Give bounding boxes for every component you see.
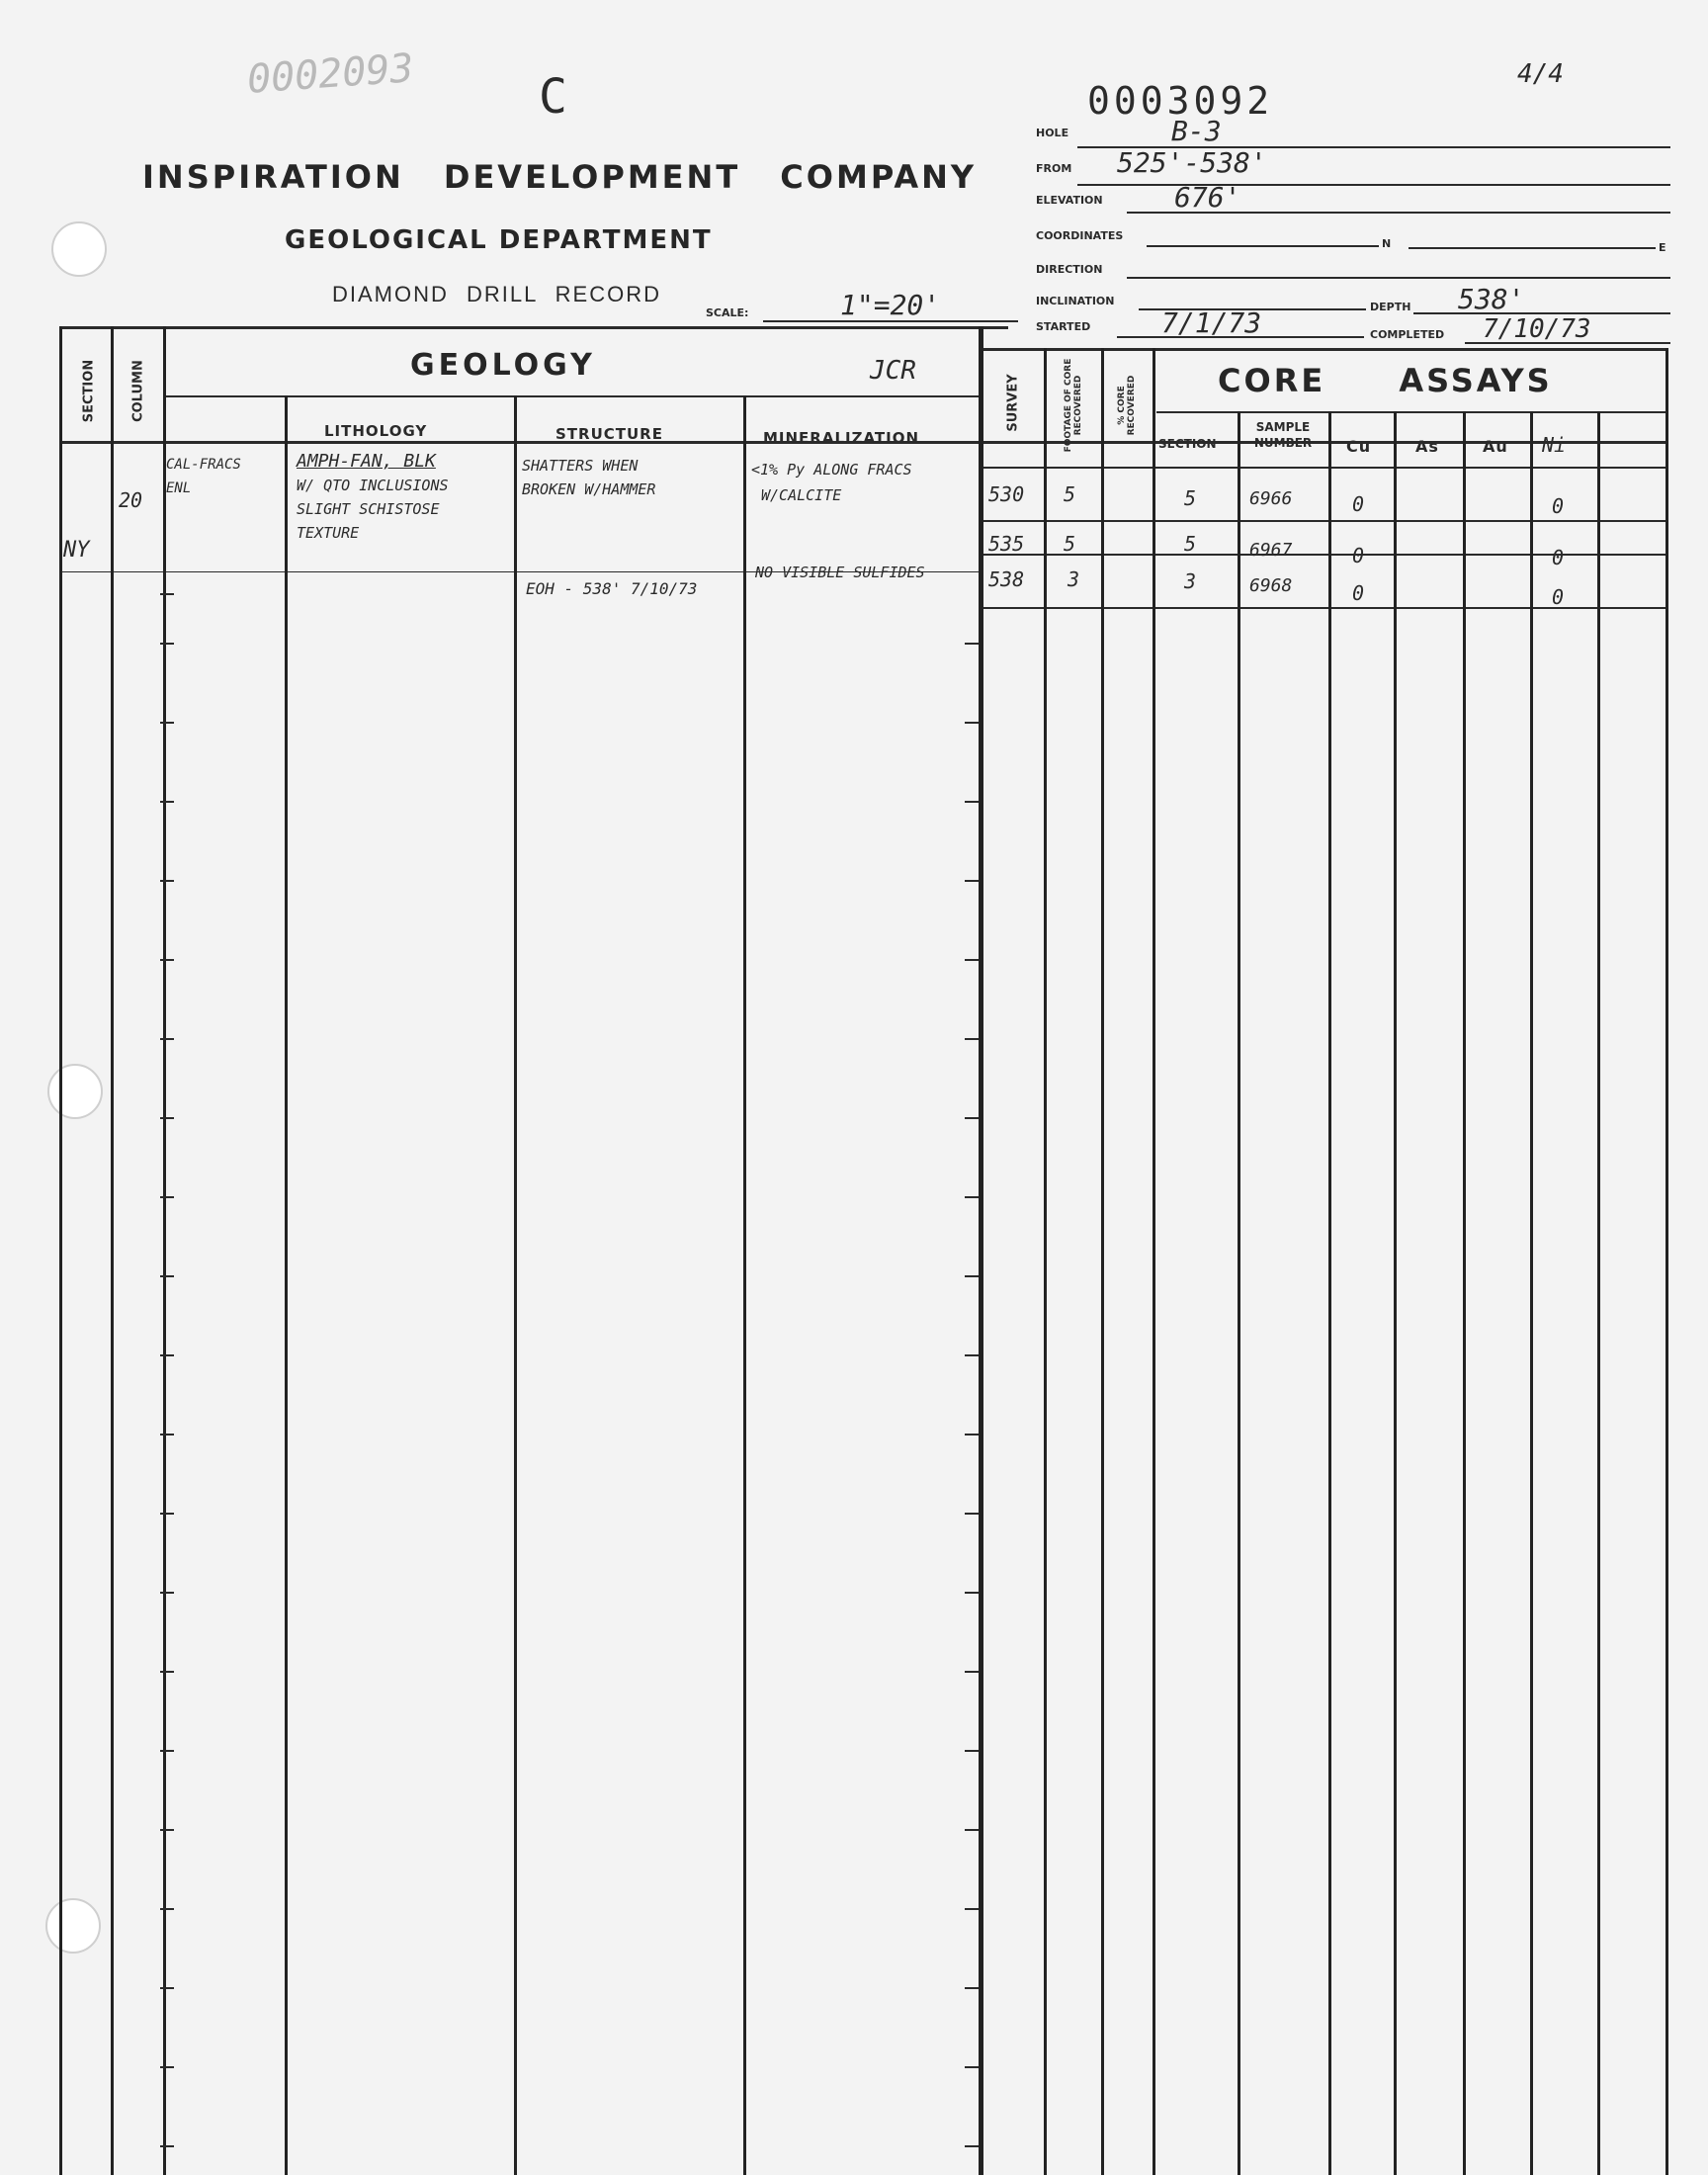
row1-cu: 0	[1352, 492, 1365, 516]
lithology-header: LITHOLOGY	[324, 422, 428, 440]
rule-sample-cu	[1328, 411, 1331, 2175]
structure-line-1: SHATTERS WHEN	[522, 457, 639, 475]
ni-header: Ni	[1542, 433, 1567, 457]
started-label: STARTED	[1036, 320, 1091, 333]
hole-value: B-3	[1171, 115, 1222, 147]
elevation-label: ELEVATION	[1036, 194, 1103, 207]
scale-value: 1"=20'	[840, 289, 941, 321]
row3-cu: 0	[1352, 581, 1365, 605]
faint-stamp: 0002093	[245, 45, 415, 103]
rule-au-ni	[1530, 411, 1533, 2175]
row1-ni: 0	[1552, 494, 1565, 518]
cal-fracs-note: CAL-FRACS	[166, 457, 241, 473]
row2-sample: 6967	[1249, 540, 1293, 561]
elevation-value: 676'	[1174, 181, 1241, 214]
rule-footage-pct	[1101, 348, 1104, 2175]
coordinates-line-n	[1147, 245, 1379, 247]
rule-survey-footage	[1044, 348, 1047, 2175]
footage-header: FOOTAGE OF CORE RECOVERED	[1064, 358, 1083, 453]
row2-cu: 0	[1352, 544, 1365, 567]
record-title: DIAMOND DRILL RECORD	[332, 282, 661, 306]
row2-ni: 0	[1552, 546, 1565, 569]
direction-label: DIRECTION	[1036, 263, 1103, 276]
rule-mineral-survey	[979, 326, 983, 2175]
row3-sample: 6968	[1249, 575, 1293, 596]
pct-core-header: % CORE RECOVERED	[1117, 375, 1137, 436]
started-value: 7/1/73	[1161, 306, 1262, 339]
rule-lithology-left	[285, 395, 288, 2175]
binder-hole-top	[51, 221, 107, 277]
row3-footage: 3	[1068, 567, 1080, 591]
row1-footage: 5	[1064, 482, 1076, 506]
page-number: 4/4	[1517, 59, 1564, 89]
lithology-line-4: TEXTURE	[297, 524, 360, 542]
section-header: SECTION	[81, 359, 97, 423]
rule-section-sample	[1238, 411, 1240, 2175]
table-top-rule	[59, 326, 1008, 329]
survey-header: SURVEY	[1005, 374, 1021, 432]
eoh-note: EOH - 538' 7/10/73	[526, 579, 698, 598]
department-title: GEOLOGICAL DEPARTMENT	[285, 225, 713, 255]
company-title: INSPIRATION DEVELOPMENT COMPANY	[142, 158, 978, 196]
rule-ni-blank	[1597, 411, 1600, 2175]
rule-as-au	[1463, 411, 1466, 2175]
row1-survey: 530	[988, 482, 1025, 506]
rule-pct-section	[1153, 348, 1155, 2175]
letter-mark: C	[539, 69, 567, 125]
rule-structure-mineral	[743, 395, 746, 2175]
rule-cu-as	[1394, 411, 1397, 2175]
row3-section: 3	[1184, 569, 1197, 593]
completed-value: 7/10/73	[1483, 314, 1591, 344]
rule-column-geology	[163, 326, 166, 2175]
rule-lithology-structure	[514, 395, 517, 2175]
binder-hole-bottom	[45, 1898, 101, 1954]
from-value: 525'-538'	[1117, 146, 1267, 179]
depth-value: 538'	[1458, 283, 1525, 315]
direction-line	[1127, 277, 1670, 279]
from-label: FROM	[1036, 162, 1072, 175]
structure-header: STRUCTURE	[555, 425, 663, 443]
lithology-line-2: W/ QTO INCLUSIONS	[297, 477, 449, 494]
row2-survey: 535	[988, 532, 1025, 556]
row1-section: 5	[1184, 486, 1197, 510]
completed-label: COMPLETED	[1370, 328, 1445, 341]
geologist-initials: JCR	[870, 356, 916, 386]
assay-rule-1	[981, 467, 1668, 469]
assay-header-rule	[1156, 411, 1668, 413]
rule-left-border	[59, 326, 62, 2175]
column-header: COLUMN	[130, 360, 146, 422]
rule-right-border	[1665, 348, 1668, 2175]
column-note: 20	[119, 488, 143, 512]
cal-fracs-note-2: ENL	[166, 480, 192, 496]
cu-header: Cu	[1346, 437, 1372, 456]
geology-header: GEOLOGY	[410, 348, 596, 383]
binder-hole-middle	[47, 1064, 103, 1119]
hole-label: HOLE	[1036, 127, 1069, 139]
row3-ni: 0	[1552, 585, 1565, 609]
row1-sample: 6966	[1249, 488, 1293, 509]
inclination-label: INCLINATION	[1036, 295, 1115, 307]
scale-label: SCALE:	[706, 306, 749, 319]
mineralization-header: MINERALIZATION	[763, 429, 920, 447]
lithology-line-1: AMPH-FAN, BLK	[297, 451, 436, 472]
mineralization-line-1: <1% Py ALONG FRACS	[751, 461, 912, 478]
lithology-line-3: SLIGHT SCHISTOSE	[297, 500, 440, 518]
no-sulfides-note: NO VISIBLE SULFIDES	[755, 564, 925, 581]
core-assays-header: CORE ASSAYS	[1218, 362, 1553, 399]
assay-rule-4	[981, 607, 1668, 609]
doc-number: 0003092	[1087, 79, 1274, 123]
as-header: As	[1415, 437, 1439, 456]
depth-label: DEPTH	[1370, 301, 1411, 313]
mineralization-line-2: W/CALCITE	[761, 486, 842, 504]
section-note: NY	[63, 538, 90, 563]
rule-section-column	[111, 326, 114, 2175]
row2-footage: 5	[1064, 532, 1076, 556]
row3-survey: 538	[988, 567, 1025, 591]
structure-line-2: BROKEN W/HAMMER	[522, 480, 656, 498]
assay-rule-3	[981, 554, 1668, 556]
sample-number-header: SAMPLE NUMBER	[1253, 420, 1313, 450]
table-top-rule-right	[981, 348, 1668, 351]
from-line	[1077, 184, 1670, 186]
assay-rule-2	[981, 520, 1668, 522]
au-header: Au	[1483, 437, 1508, 456]
row2-section: 5	[1184, 532, 1197, 556]
coordinates-line-e	[1409, 247, 1656, 249]
coordinates-label: COORDINATES	[1036, 229, 1124, 242]
assay-section-header: SECTION	[1158, 437, 1217, 451]
coord-e: E	[1659, 241, 1666, 254]
coord-n: N	[1382, 237, 1392, 250]
